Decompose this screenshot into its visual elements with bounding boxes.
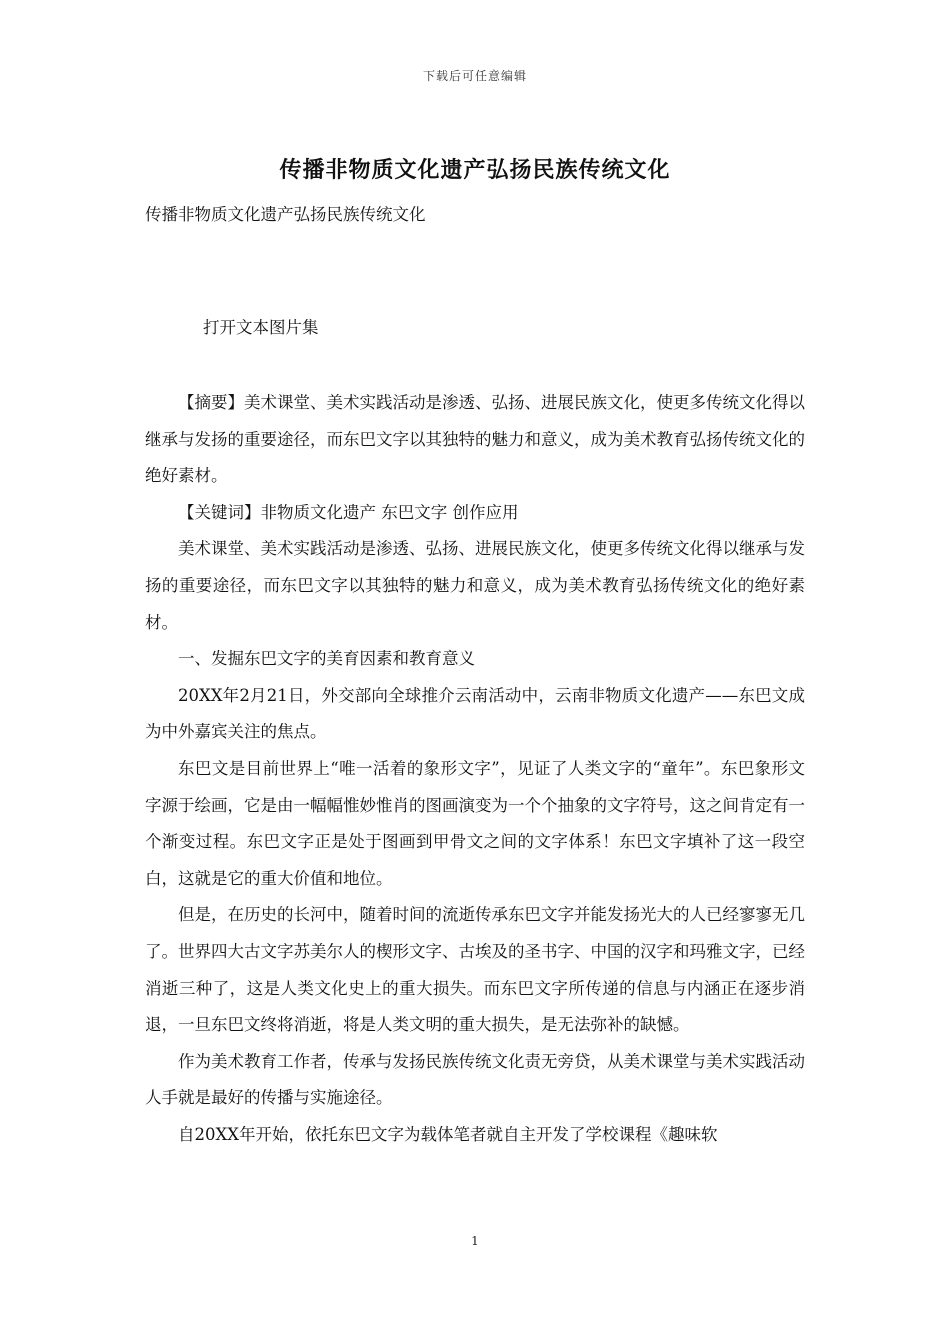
keywords-paragraph: 【关键词】非物质文化遗产 东巴文字 创作应用 (178, 502, 519, 522)
header-note: 下载后可任意编辑 (422, 69, 527, 83)
document-subtitle: 传播非物质文化遗产弘扬民族传统文化 (145, 205, 426, 224)
body-paragraph: 作为美术教育工作者，传承与发扬民族传统文化责无旁贷，从美术课堂与美术实践活动人手就是最好的传播与实施途径。 (145, 1051, 805, 1108)
body-paragraph: 东巴文是目前世界上“唯一活着的象形文字”，见证了人类文字的“童年”。东巴象形文字源于绘画，它是由一幅幅惟妙惟肖的图画演变为一个个抽象的文字符号，这之间肯定有一个渐变过程。东巴文字正是处于图画到甲骨文之间的文字体系！东巴文字填补了这一段空白，这就是它的重大价值和地位。 (145, 758, 805, 888)
abstract-paragraph: 【摘要】美术课堂、美术实践活动是渗透、弘扬、进展民族文化，使更多传统文化得以继承与发扬的重要途径，而东巴文字以其独特的魅力和意义，成为美术教育弘扬传统文化的绝好素材。 (145, 393, 805, 486)
body-paragraph: 美术课堂、美术实践活动是渗透、弘扬、进展民族文化，使更多传统文化得以继承与发扬的重要途径，而东巴文字以其独特的魅力和意义，成为美术教育弘扬传统文化的绝好素材。 (145, 539, 805, 632)
body-paragraph: 但是，在历史的长河中，随着时间的流逝传承东巴文字并能发扬光大的人已经寥寥无几了。世界四大古文字苏美尔人的楔形文字、古埃及的圣书字、中国的汉字和玛雅文字，已经消逝三种了，这是人类文化史上的重大损失。而东巴文字所传递的信息与内涵正在逐步消退，一旦东巴文终将消逝，将是人类文明的重大损失，是无法弥补的缺憾。 (145, 905, 805, 1035)
open-gallery-link[interactable]: 打开文本图片集 (203, 318, 319, 337)
page-number: 1 (471, 1234, 479, 1248)
document-body (145, 385, 805, 1153)
section-heading: 一、发掘东巴文字的美育因素和教育意义 (178, 649, 475, 669)
document-title: 传播非物质文化遗产弘扬民族传统文化 (279, 157, 671, 183)
body-paragraph: 20XX年2月21日，外交部向全球推介云南活动中，云南非物质文化遗产——东巴文成为中外嘉宾关注的焦点。 (145, 685, 805, 742)
body-paragraph: 自20XX年开始，依托东巴文字为载体笔者就自主开发了学校课程《趣味软 (178, 1124, 718, 1144)
